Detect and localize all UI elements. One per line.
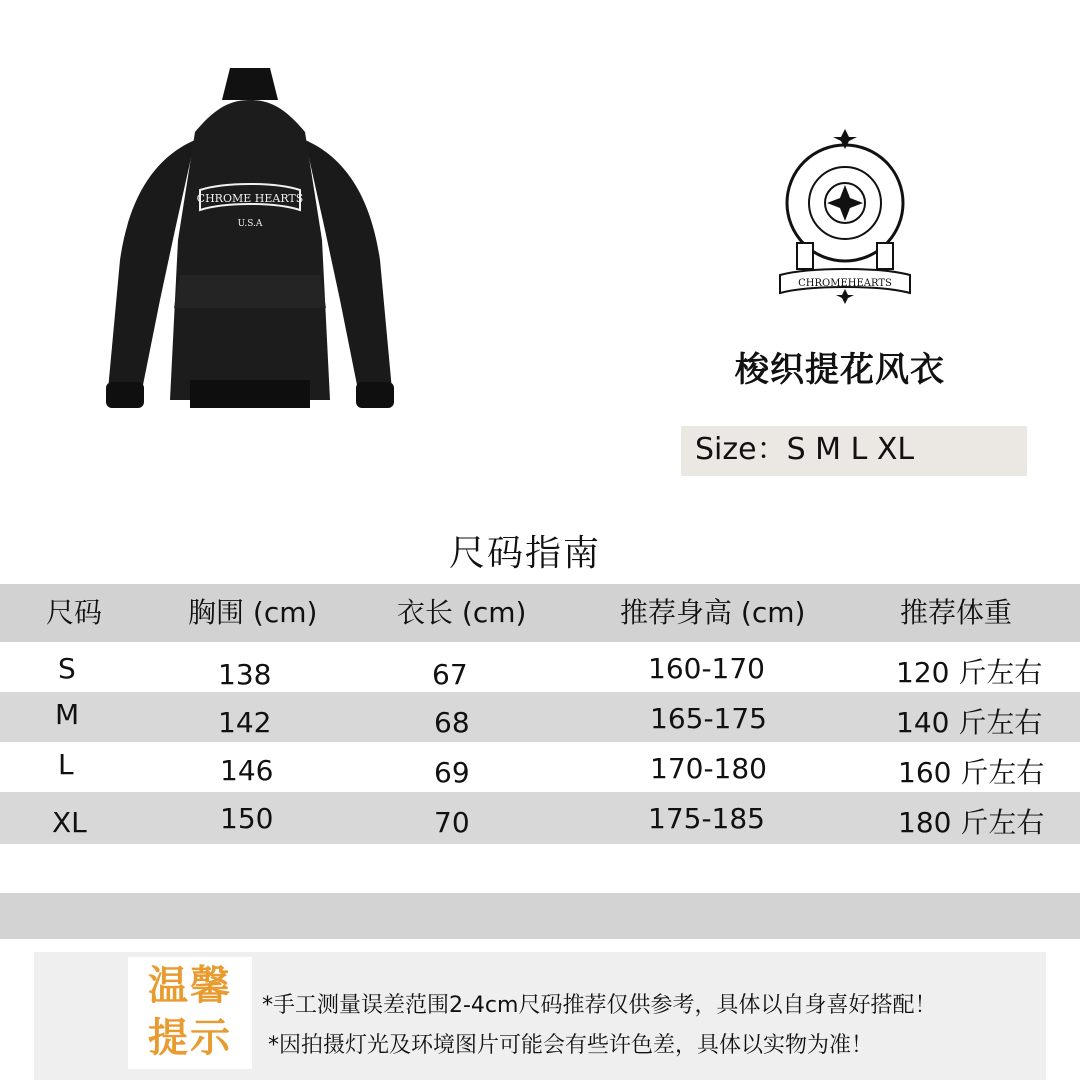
logo-banner-text: CHROMEHEARTS	[798, 278, 892, 289]
cell-size: L	[58, 748, 74, 781]
cell-chest: 150	[220, 802, 274, 835]
cell-height: 165-175	[650, 702, 767, 735]
cell-height: 170-180	[650, 752, 767, 785]
header-chest: 胸围 (cm)	[188, 596, 318, 629]
divider-band	[0, 893, 1080, 939]
table-row	[0, 692, 1080, 742]
cell-weight: 140 斤左右	[896, 706, 1043, 739]
cell-height: 160-170	[648, 652, 765, 685]
size-table	[0, 584, 1080, 844]
cell-weight: 180 斤左右	[898, 806, 1045, 839]
cell-size: M	[55, 698, 80, 731]
notice-text-2: *因拍摄灯光及环境图片可能会有些许色差，具体以实物为准！	[268, 1033, 874, 1058]
cell-chest: 138	[218, 658, 272, 691]
table-header-row	[0, 584, 1080, 642]
table-row	[0, 792, 1080, 844]
chrome-hearts-logo-icon	[770, 125, 920, 305]
notice-label-line2: 提示	[148, 1015, 232, 1061]
cell-length: 70	[434, 806, 470, 839]
size-guide-title: 尺码指南	[448, 533, 601, 574]
jacket-print-text: CHROME HEARTS	[196, 192, 304, 205]
table-row	[0, 742, 1080, 792]
header-weight: 推荐体重	[900, 596, 1013, 629]
header-length: 衣长 (cm)	[397, 596, 527, 629]
cell-size: XL	[52, 806, 87, 839]
brand-logo	[770, 125, 920, 305]
cell-weight: 160 斤左右	[898, 756, 1045, 789]
cell-weight: 120 斤左右	[896, 656, 1043, 689]
size-label: Size：S M L XL	[695, 432, 915, 467]
cell-length: 69	[434, 756, 470, 789]
product-image	[100, 60, 400, 420]
notice-text-1: *手工测量误差范围2-4cm尺码推荐仅供参考，具体以自身喜好搭配！	[262, 993, 937, 1018]
header-height: 推荐身高 (cm)	[620, 596, 806, 629]
cell-size: S	[58, 652, 76, 685]
size-badge	[681, 426, 1027, 476]
cell-chest: 146	[220, 754, 274, 787]
notice-label-line1: 温馨	[148, 963, 232, 1009]
header-size: 尺码	[46, 596, 103, 629]
notice-label-box	[128, 957, 252, 1069]
cell-chest: 142	[218, 706, 272, 739]
cell-length: 67	[432, 658, 468, 691]
table-row	[0, 642, 1080, 692]
jacket-illustration	[100, 60, 400, 420]
product-name: 梭织提花风衣	[735, 350, 945, 390]
cell-height: 175-185	[648, 802, 765, 835]
jacket-print-subtext: U.S.A	[237, 219, 263, 229]
cell-length: 68	[434, 706, 470, 739]
